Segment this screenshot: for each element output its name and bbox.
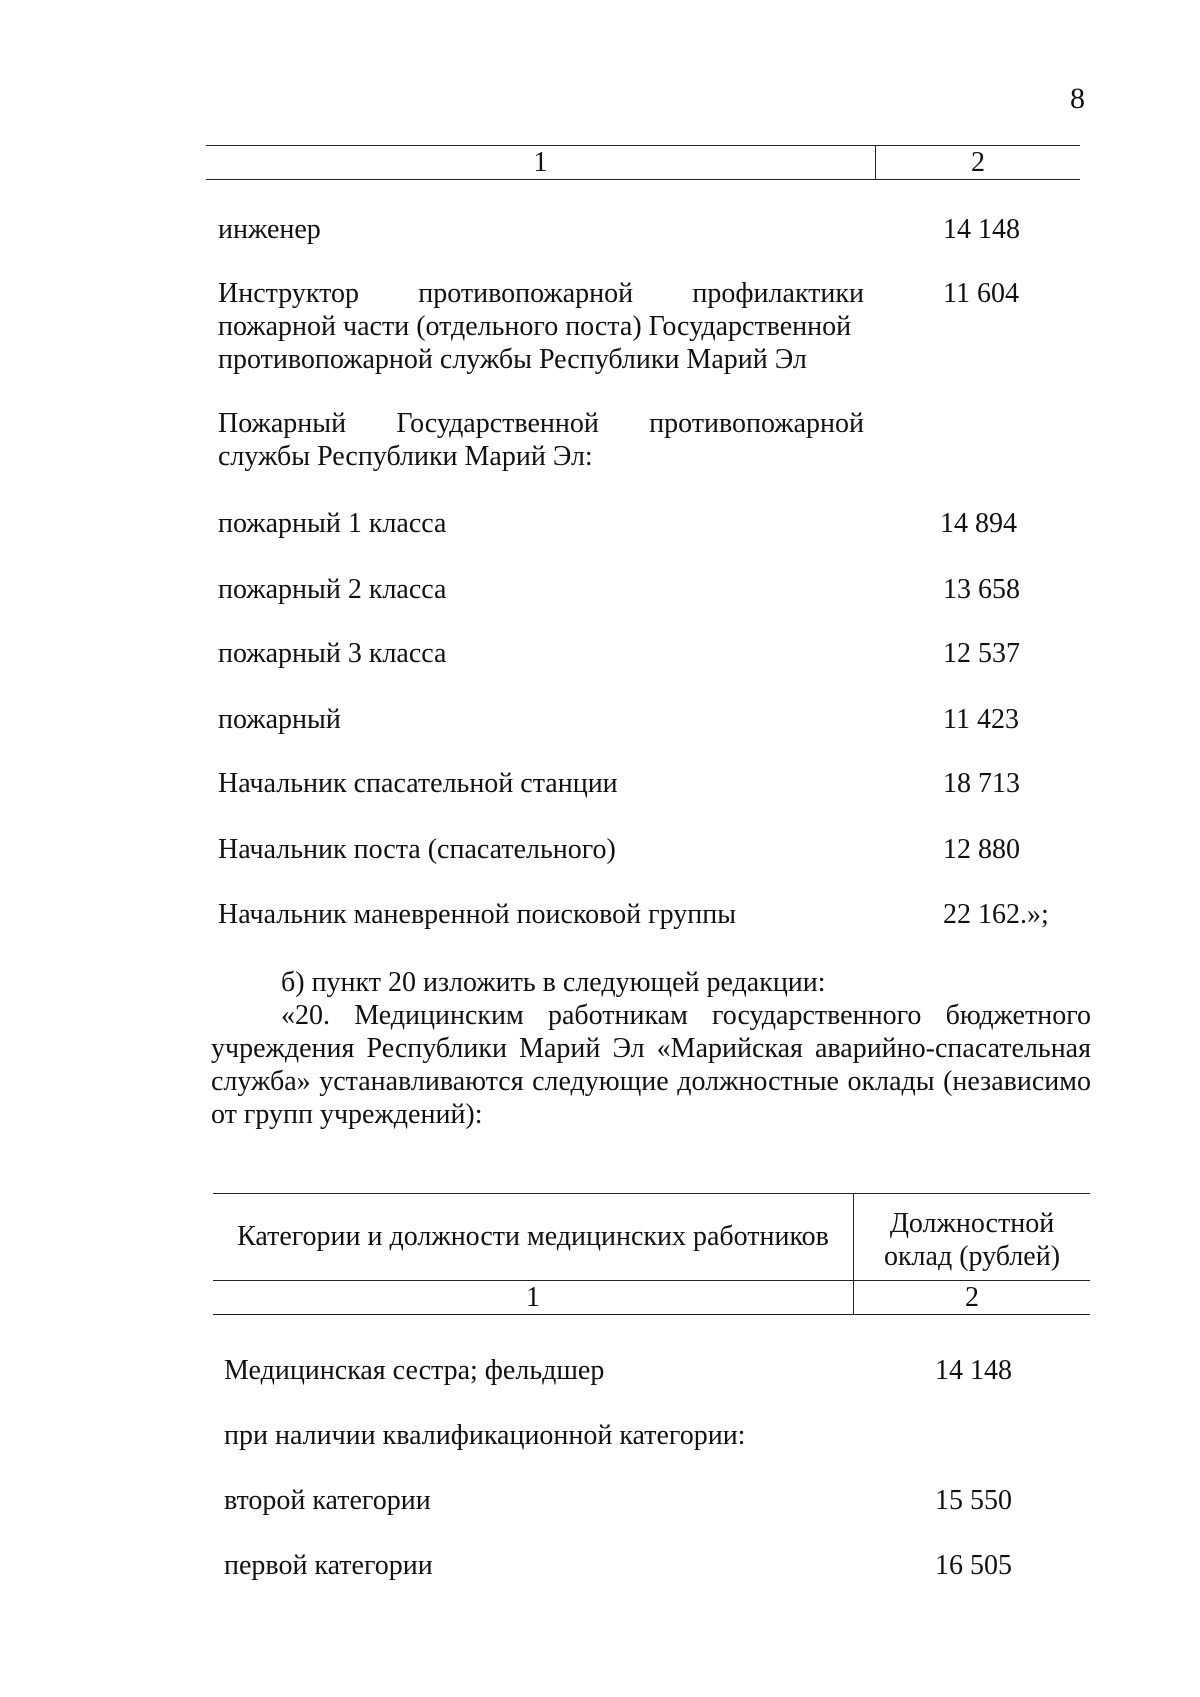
table-row-label: Пожарный Государственной противопожарной <box>218 408 864 439</box>
table-row-label: Начальник маневренной поисковой группы <box>218 899 737 930</box>
table-row-value: 12 880 <box>943 834 1020 865</box>
table-2-header-col1: Категории и должности медицинских работников <box>237 1221 829 1252</box>
paragraph-body <box>211 999 1091 1131</box>
table-row-label: второй категории <box>224 1485 431 1516</box>
paragraph-line: «20. Медицинским работникам государственного бюджетного <box>281 1000 1091 1031</box>
table-row-label: Начальник поста (спасательного) <box>218 834 616 865</box>
table-row-value: 14 148 <box>943 214 1020 245</box>
table-row-value: 14 148 <box>935 1355 1012 1386</box>
table-row-label: Инструктор противопожарной профилактики <box>218 278 864 309</box>
table-row-label: службы Республики Марий Эл: <box>218 441 593 472</box>
table-2-col1-number: 1 <box>526 1282 540 1313</box>
table-row-label: противопожарной службы Республики Марий Эл <box>218 344 807 375</box>
table-1-col2-number: 2 <box>971 147 985 178</box>
paragraph-line: б) пункт 20 изложить в следующей редакции: <box>281 967 826 998</box>
table-row-label: Медицинская сестра; фельдшер <box>224 1355 605 1386</box>
table-1-col1-number: 1 <box>533 147 548 178</box>
paragraph-line: служба» устанавливаются следующие должностные оклады (независимо <box>211 1066 1091 1097</box>
paragraph-line: от групп учреждений): <box>211 1099 483 1130</box>
table-2-top-rule <box>213 1193 1090 1194</box>
table-row-value: 15 550 <box>935 1485 1012 1516</box>
table-row-value: 16 505 <box>935 1550 1012 1581</box>
table-row-label: пожарный 1 класса <box>218 508 447 539</box>
page-number: 8 <box>1070 82 1085 115</box>
table-row-label: пожарный 3 класса <box>218 638 447 669</box>
table-2-header-col2-line1: Должностной <box>889 1208 1055 1239</box>
table-row-label: первой категории <box>224 1550 433 1581</box>
table-row-value: 18 713 <box>943 768 1020 799</box>
table-row-label: пожарный <box>218 704 341 735</box>
table-row-value: 11 604 <box>943 278 1019 309</box>
table-2-header-col2-line2: оклад (рублей) <box>883 1241 1061 1272</box>
table-row-label: пожарной части (отдельного поста) Государственной <box>218 311 852 342</box>
table-row-value: 14 894 <box>940 508 1017 539</box>
table-2-col2-number: 2 <box>965 1282 979 1313</box>
table-row-label: при наличии квалификационной категории: <box>224 1420 746 1451</box>
table-row-label: Начальник спасательной станции <box>218 768 618 799</box>
table-row-value: 13 658 <box>943 574 1020 605</box>
paragraph-line: учреждения Республики Марий Эл «Марийская аварийно-спасательная <box>211 1033 1091 1064</box>
table-row-value: 11 423 <box>943 704 1019 735</box>
table-row-label: пожарный 2 класса <box>218 574 447 605</box>
table-row-label: инженер <box>218 214 321 245</box>
table-row-value: 12 537 <box>943 638 1020 669</box>
table-row-value: 22 162.»; <box>943 899 1049 930</box>
